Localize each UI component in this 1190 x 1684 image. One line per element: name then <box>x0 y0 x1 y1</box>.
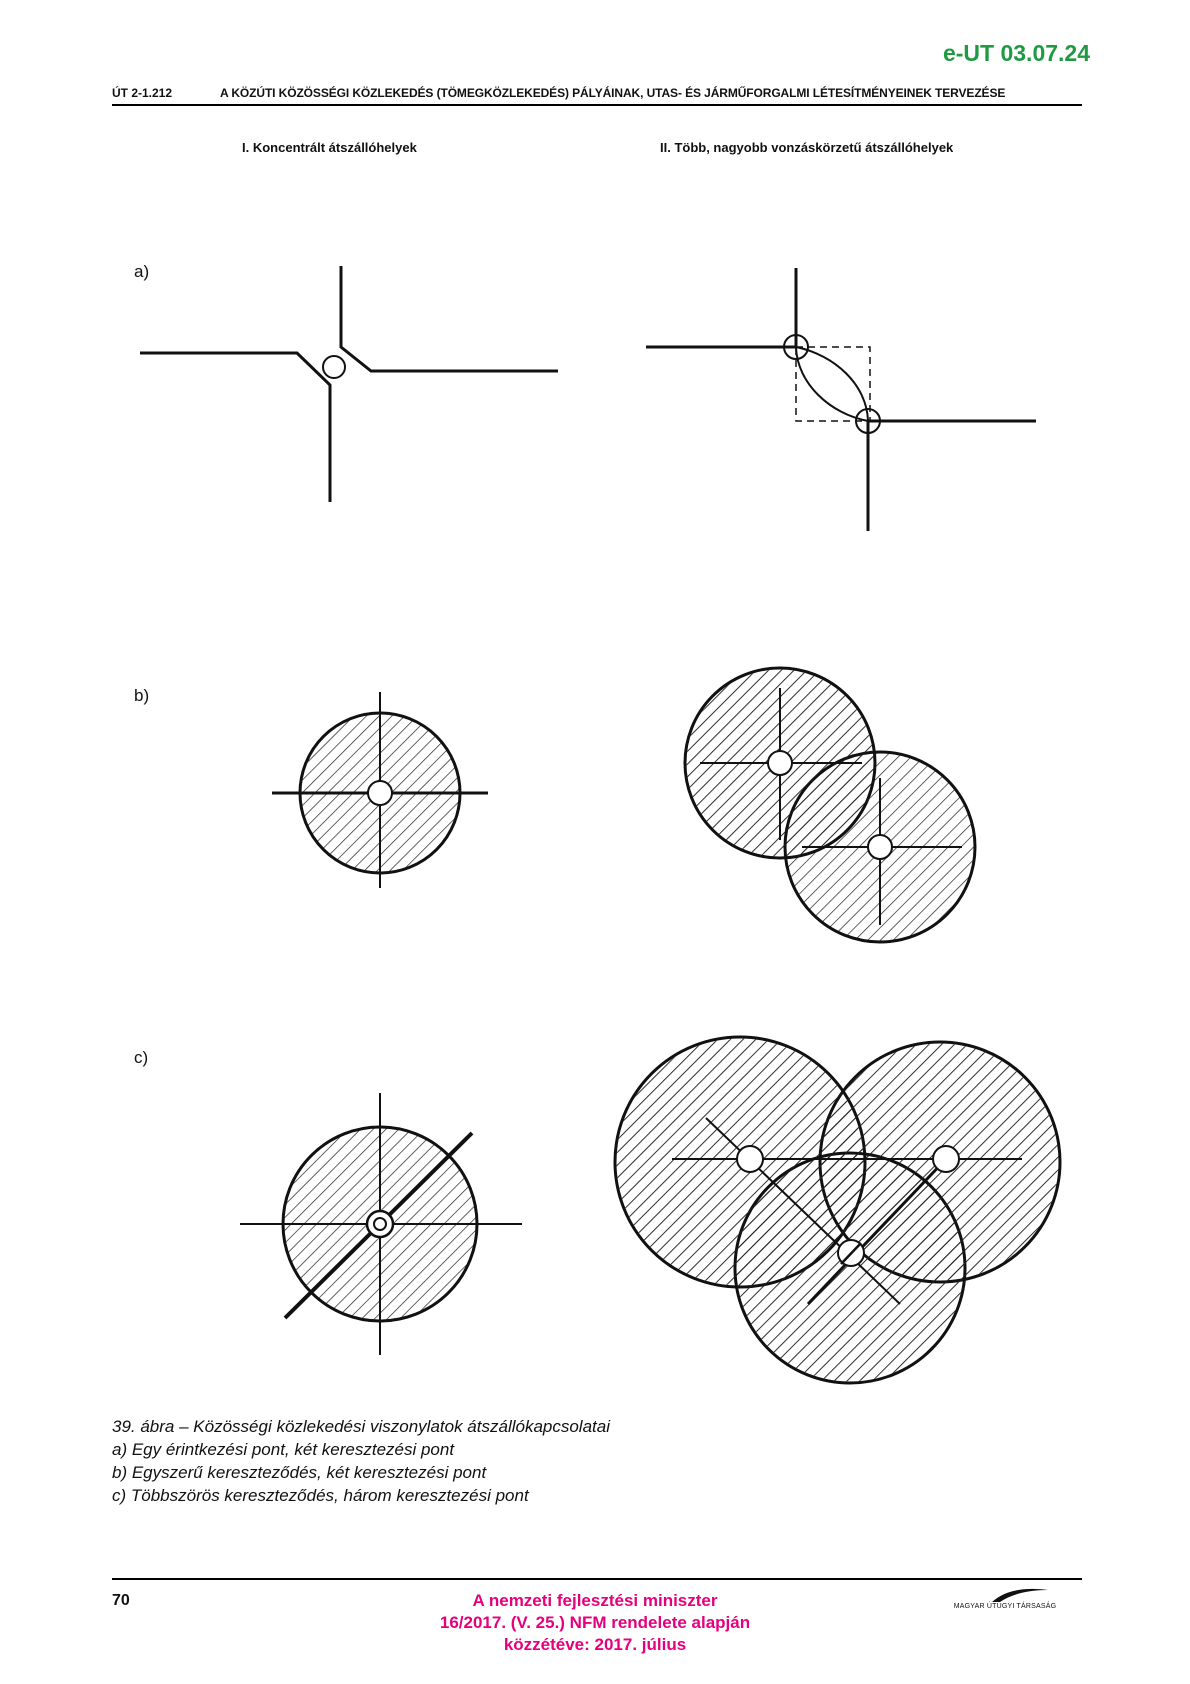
standard-id: ÚT 2-1.212 <box>112 86 173 100</box>
row-label-b: b) <box>134 686 150 705</box>
publisher-note <box>350 1590 840 1656</box>
caption-line-c: c) Többszörös kereszteződés, három keresztezési pont <box>112 1486 529 1505</box>
diagram-a-concentrated <box>140 266 558 502</box>
diagram-b-concentrated <box>272 692 488 888</box>
document-code: e-UT 03.07.24 <box>942 40 1090 66</box>
publisher-line: A nemzeti fejlesztési miniszter <box>472 1591 718 1610</box>
row-label-c: c) <box>134 1048 149 1067</box>
column-title-multiple: II. Több, nagyobb vonzáskörzetű átszállóhelyek <box>660 140 954 155</box>
caption-line-a: a) Egy érintkezési pont, két keresztezési pont <box>112 1440 455 1459</box>
caption-title: 39. ábra – Közösségi közlekedési viszonylatok átszállókapcsolatai <box>112 1417 610 1436</box>
figure-caption <box>112 1415 610 1507</box>
diagram-a-multiple <box>646 268 1036 531</box>
caption-line-b: b) Egyszerű kereszteződés, két keresztezési pont <box>112 1463 487 1482</box>
column-title-concentrated: I. Koncentrált átszállóhelyek <box>242 140 417 155</box>
society-logo <box>930 1586 1080 1616</box>
logo-swoosh-icon <box>930 1586 1080 1604</box>
publisher-line: 16/2017. (V. 25.) NFM rendelete alapján <box>439 1613 751 1632</box>
footer-divider <box>112 1578 1082 1580</box>
header-title: A KÖZÚTI KÖZÖSSÉGI KÖZLEKEDÉS (TÖMEGKÖZLEKEDÉS) PÁLYÁINAK, UTAS- ÉS JÁRMŰFORGALMI LÉTESÍTMÉNYEINEK TERVEZÉSE <box>220 86 1006 100</box>
logo-text: MAGYAR ÚTÜGYI TÁRSASÁG <box>953 1603 1057 1610</box>
diagram-b-multiple <box>685 668 975 942</box>
row-label-a: a) <box>134 262 150 281</box>
diagram-c-concentrated <box>240 1093 522 1355</box>
page-number: 70 <box>112 1592 130 1609</box>
diagram-c-multiple <box>615 1037 1060 1383</box>
publisher-line: közzétéve: 2017. július <box>503 1635 687 1654</box>
